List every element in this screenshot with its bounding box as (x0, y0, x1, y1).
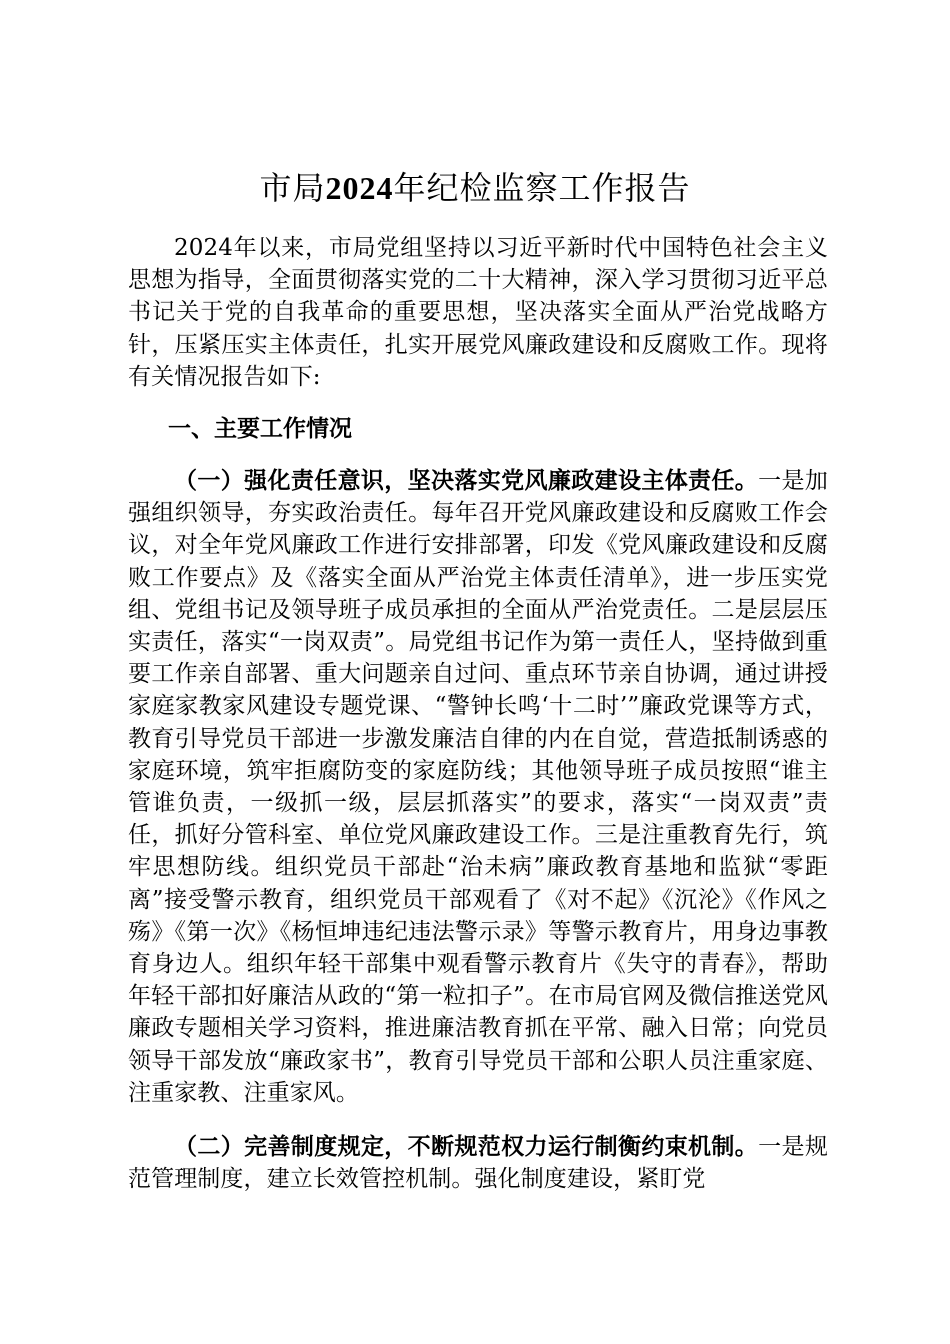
intro-paragraph: 2024年以来，市局党组坚持以习近平新时代中国特色社会主义思想为指导，全面贯彻落实党的二十大精神，深入学习贯彻习近平总书记关于党的自我革命的重要思想，坚决落实全面从严治党战略方针，压紧压实主体责任，扎实开展党风廉政建设和反腐败工作。现将有关情况报告如下: (128, 235, 828, 390)
subsection-1-paragraph (128, 465, 828, 1109)
subsection-1-body: 一是加强组织领导，夯实政治责任。每年召开党风廉政建设和反腐败工作会议，对全年党风廉政工作进行安排部署，印发《党风廉政建设和反腐败工作要点》及《落实全面从严治党主体责任清单》，进一步压实党组、党组书记及领导班子成员承担的全面从严治党责任。二是层层压实责任，落实“一岗双责”。局党组书记作为第一责任人，坚持做到重要工作亲自部署、重大问题亲自过问、重点环节亲自协调，通过讲授家庭家教家风建设专题党课、“警钟长鸣‘十二时’”廉政党课等方式，教育引导党员干部进一步激发廉洁自律的内在自觉，营造抵制诱惑的家庭环境，筑牢拒腐防变的家庭防线；其他领导班子成员按照“谁主管谁负责，一级抓一级，层层抓落实”的要求，落实“一岗双责”责任，抓好分管科室、单位党风廉政建设工作。三是注重教育先行，筑牢思想防线。组织党员干部赴“治未病”廉政教育基地和监狱“零距离”接受警示教育，组织党员干部观看了《对不起》《沉沦》《作风之殇》《第一次》《杨恒坤违纪违法警示录》等警示教育片，用身边事教育身边人。组织年轻干部集中观看警示教育片《失守的青春》，帮助年轻干部扣好廉洁从政的“第一粒扣子”。在市局官网及微信推送党风廉政专题相关学习资料，推进廉洁教育抓在平常、融入日常；向党员领导干部发放“廉政家书”，教育引导党员干部和公职人员注重家庭、注重家教、注重家风。 (128, 468, 828, 1106)
subsection-2-lead: （二）完善制度规定，不断规范权力运行制衡约束机制。 (174, 1133, 759, 1161)
subsection-2-body: 一是规范管理制度，建立长效管控机制。强化制度建设，紧盯党 (128, 1134, 828, 1193)
subsection-1-lead: （一）强化责任意识，坚决落实党风廉政建设主体责任。 (174, 467, 759, 495)
section-heading-main-work: 一、主要工作情况 (168, 415, 352, 443)
document-title (0, 166, 950, 210)
document-body (128, 232, 828, 1195)
title-suffix: 年纪检监察工作报告 (393, 169, 691, 207)
subsection-2-paragraph (128, 1131, 828, 1195)
title-prefix: 市局 (259, 169, 326, 207)
title-year: 2024 (325, 170, 394, 206)
